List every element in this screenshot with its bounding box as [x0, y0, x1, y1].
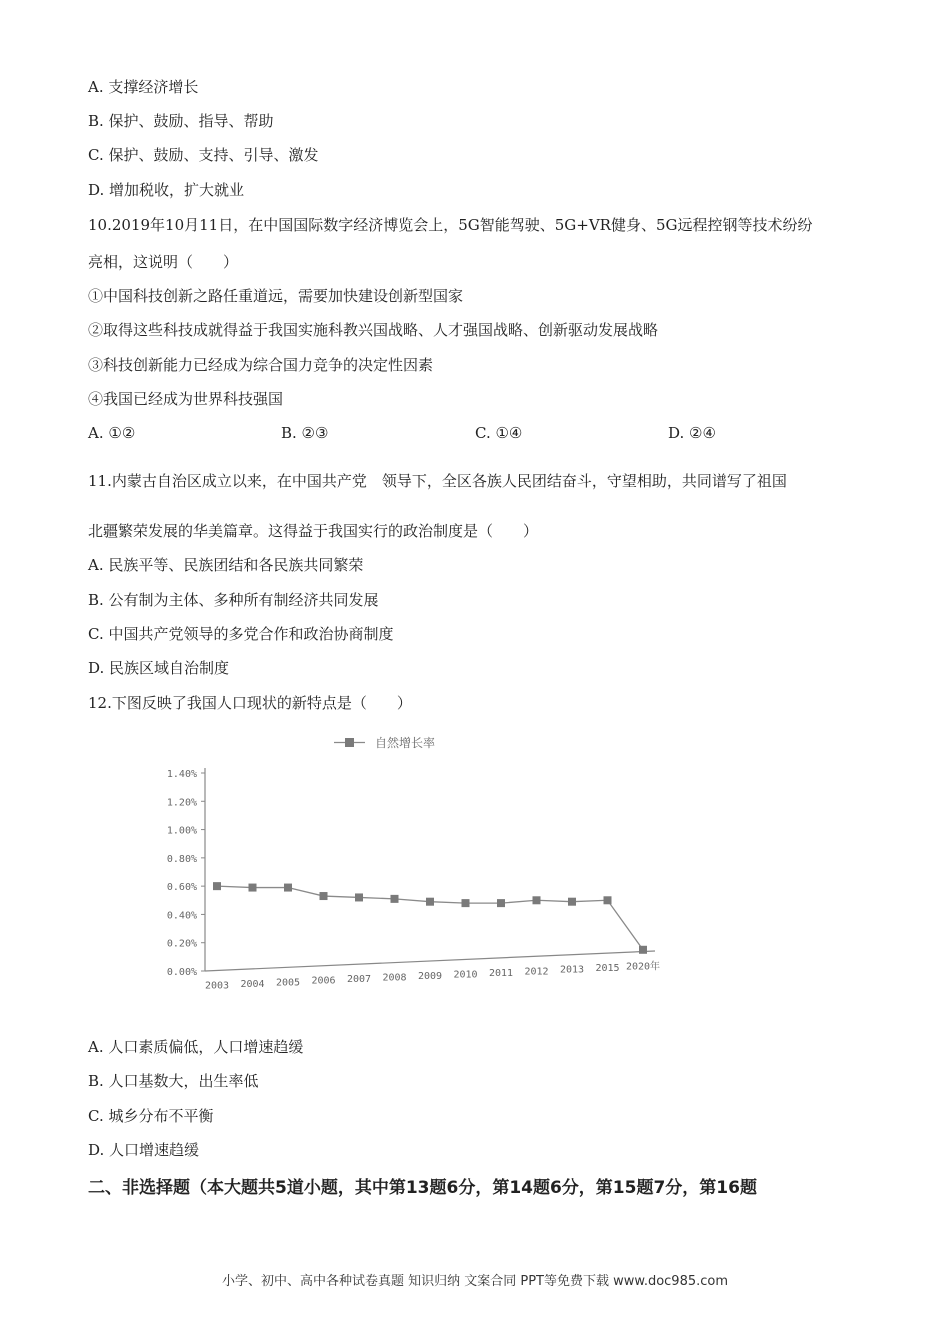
x-tick-label: 2009 [417, 971, 443, 982]
q12-option-d: D. 人口增速趋缓 [88, 1141, 200, 1159]
data-point [249, 884, 257, 892]
x-tick-label: 2007 [346, 974, 372, 986]
q10-statement-1: ①中国科技创新之路任重道远，需要加快建设创新型国家 [88, 287, 464, 305]
q11-option-a: A. 民族平等、民族团结和各民族共同繁荣 [88, 556, 364, 574]
y-tick-label: 0.00% [166, 967, 197, 978]
data-point [426, 898, 434, 906]
q12-option-b: B. 人口基数大，出生率低 [88, 1072, 259, 1090]
q12-option-a: A. 人口素质偏低，人口增速趋缓 [88, 1038, 304, 1056]
data-point [284, 884, 292, 892]
x-tick-label: 2006 [311, 975, 336, 987]
x-tick-label: 2003 [204, 980, 230, 992]
data-point [391, 895, 399, 903]
x-tick-label: 2004 [240, 978, 265, 990]
y-tick-label: 0.80% [166, 853, 197, 865]
q9-option-d: D. 增加税收，扩大就业 [88, 181, 245, 199]
data-point [533, 896, 541, 904]
legend-marker-icon [345, 738, 354, 747]
q12-stem: 12.下图反映了我国人口现状的新特点是（ ） [88, 694, 412, 712]
x-tick-label: 2011 [488, 967, 514, 979]
q9-option-b: B. 保护、鼓励、指导、帮助 [88, 112, 274, 130]
q12-option-c: C. 城乡分布不平衡 [88, 1107, 214, 1125]
data-point [604, 896, 612, 904]
x-tick-label: 2010 [453, 969, 478, 981]
y-tick-label: 1.40% [166, 769, 197, 780]
q9-option-c: C. 保护、鼓励、支持、引导、激发 [88, 146, 319, 164]
series-line [217, 886, 643, 950]
legend-label: 自然增长率 [375, 736, 436, 750]
x-axis [205, 951, 655, 971]
q10-option-d: D. ②④ [668, 424, 716, 442]
q10-option-a: A. ①② [88, 424, 136, 442]
q10-stem-line1: 10.2019年10月11日，在中国国际数字经济博览会上，5G智能驾驶、5G+VR健身、5G远程控钢等技术纷纷 [88, 216, 813, 234]
data-point [639, 946, 647, 954]
q10-stem-line2: 亮相，这说明（ ） [88, 253, 239, 271]
x-tick-label: 2015 [595, 963, 620, 975]
x-tick-label: 2008 [382, 972, 407, 984]
q10-statement-2: ②取得这些科技成就得益于我国实施科教兴国战略、人才强国战略、创新驱动发展战略 [88, 321, 659, 339]
q11-stem-line2: 北疆繁荣发展的华美篇章。这得益于我国实行的政治制度是（ ） [88, 522, 539, 540]
q9-option-a: A. 支撑经济增长 [88, 78, 199, 96]
page-footer: 小学、初中、高中各种试卷真题 知识归纳 文案合同 PPT等免费下载 www.doc985.com [221, 1274, 729, 1289]
data-point [497, 899, 505, 907]
q10-statement-3: ③科技创新能力已经成为综合国力竞争的决定性因素 [88, 356, 434, 374]
x-tick-label: 2013 [559, 964, 585, 976]
q11-option-d: D. 民族区域自治制度 [88, 659, 230, 677]
data-point [213, 882, 221, 890]
x-tick-label: 2020年 [625, 961, 661, 973]
y-tick-label: 1.00% [166, 825, 197, 837]
x-tick-label: 2005 [275, 977, 301, 989]
q11-option-c: C. 中国共产党领导的多党合作和政治协商制度 [88, 625, 394, 643]
y-tick-label: 0.40% [166, 910, 197, 922]
data-point [320, 892, 328, 900]
q10-options-row [88, 424, 788, 444]
q11-stem-line1: 11.内蒙古自治区成立以来，在中国共产党 领导下，全区各族人民团结奋斗，守望相助，共同谱写了祖国 [88, 472, 787, 490]
q11-option-b: B. 公有制为主体、多种所有制经济共同发展 [88, 591, 379, 609]
q10-statement-4: ④我国已经成为世界科技强国 [88, 390, 284, 408]
population-growth-chart [120, 728, 680, 1003]
y-tick-label: 1.20% [166, 797, 197, 809]
data-point [355, 893, 363, 901]
section-2-heading: 二、非选择题（本大题共5道小题，其中第13题6分，第14题6分，第15题7分，第16题 [88, 1178, 757, 1198]
y-tick-label: 0.60% [166, 882, 197, 894]
q10-option-c: C. ①④ [475, 424, 523, 442]
y-tick-label: 0.20% [166, 938, 197, 950]
data-point [568, 898, 576, 906]
data-point [462, 899, 470, 907]
x-tick-label: 2012 [524, 966, 549, 978]
q10-option-b: B. ②③ [281, 424, 329, 442]
